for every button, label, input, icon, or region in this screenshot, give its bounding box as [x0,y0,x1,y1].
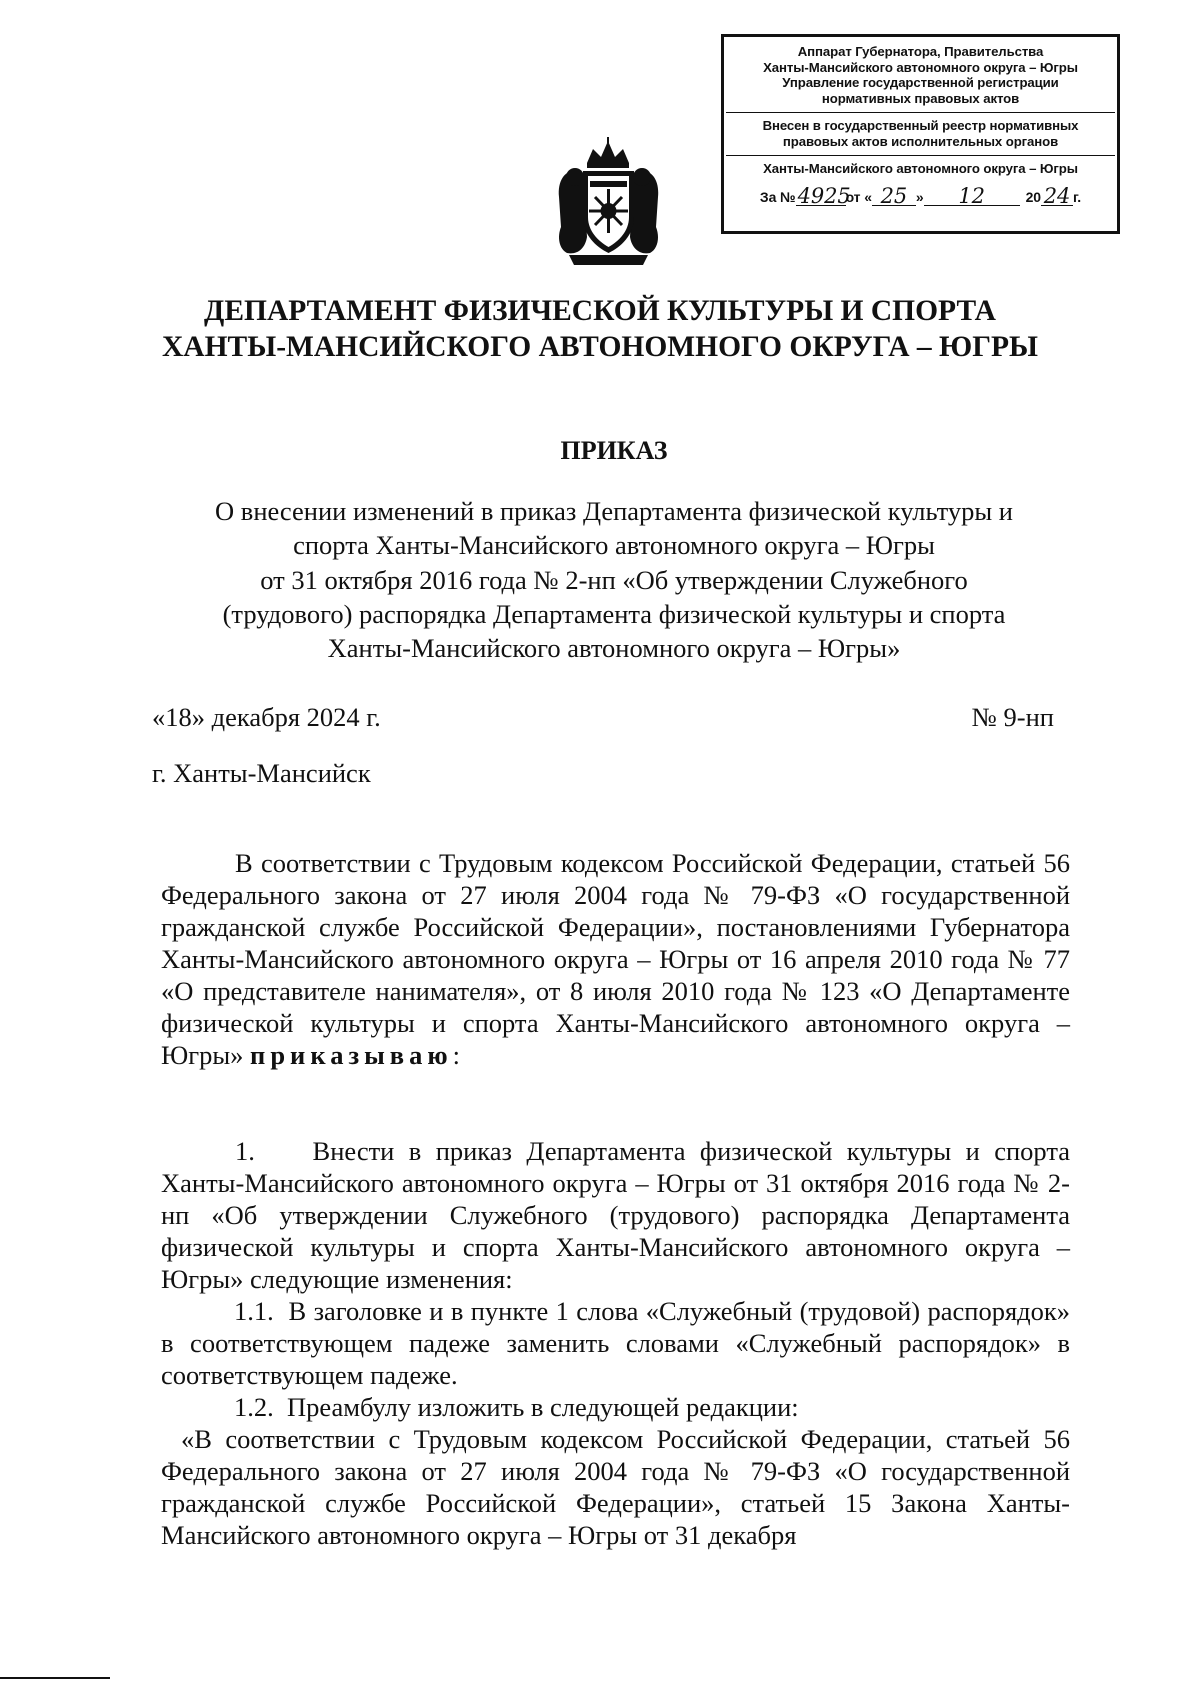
department-title-line: ХАНТЫ-МАНСИЙСКОГО АВТОНОМНОГО ОКРУГА – ЮГРЫ [162,331,1038,363]
item-1: 1. Внести в приказ Департамента физической культуры и спорта Ханты-Мансийского автономного округа – Югры от 31 октября 2016 года № 2-нп «Об утверждении Служебного (трудового) распорядка Департамента физической культуры и спорта Ханты-Мансийского автономного округа – Югры» следующие изменения: [161,1136,1077,1294]
order-items [161,1135,1077,1551]
stamp-line: правовых актов исполнительных органов [782,133,1059,149]
subject-line: спорта Ханты-Мансийского автономного округа – Югры [293,530,935,561]
document-date: «18» декабря 2024 г. [152,702,381,732]
document-city: г. Ханты-Мансийск [152,758,371,788]
stamp-line: Внесен в государственный реестр нормативных [762,118,1079,133]
order-word: приказываю [250,1040,453,1070]
subject-line: (трудового) распорядка Департамента физической культуры и спорта [222,598,1006,629]
new-preamble: «В соответствии с Трудовым кодексом Российской Федерации, статьей 56 Федерального закона от 27 июля 2004 года № 79-ФЗ «О государственной гражданской службе Российской Федерации», статьей 15 Закона Ханты-Мансийского автономного округа – Югры от 31 декабря [161,1424,1070,1550]
stamp-line: Управление государственной регистрации [782,75,1059,90]
stamp-from-label: от « [845,189,872,205]
stamp-registration-row [726,183,1115,208]
stamp-divider [726,155,1115,156]
department-title-line: ДЕПАРТАМЕНТ ФИЗИЧЕСКОЙ КУЛЬТУРЫ И СПОРТА [204,295,996,327]
footer-rule [0,1677,110,1679]
preamble-text: В соответствии с Трудовым кодексом Российской Федерации, статьей 56 Федерального закона от 27 июля 2004 года № 79-ФЗ «О государственной гражданской службе Российской Федерации», постановлениями Губернатора Ханты-Мансийского автономного округа – Югры от 16 апреля 2010 года № 77 «О представителе нанимателя», от 8 июля 2010 года № 123 «О Департаменте физической культуры и спорта Ханты-Мансийского автономного округа – Югры» [161,848,1070,1070]
stamp-line: нормативных правовых актов [821,90,1020,106]
document-type: ПРИКАЗ [560,436,668,465]
stamp-month: 12 [924,187,1020,206]
item-1-1: 1.1. В заголовке и в пункте 1 слова «Служебный (трудовой) распорядок» в соответствующем падеже заменить словами «Служебный распорядок» в соответствующем падеже. [161,1296,1077,1390]
stamp-divider [726,112,1115,113]
coat-of-arms-icon [555,137,662,267]
stamp-day: 25 [872,187,916,206]
stamp-year-suffix: г. [1072,189,1082,205]
stamp-day-close: » [915,189,924,205]
subject-line: Ханты-Мансийского автономного округа – Югры» [327,633,901,664]
stamp-year: 24 [1041,187,1073,206]
stamp-line: Аппарат Губернатора, Правительства [797,44,1044,59]
department-title [0,293,1200,365]
registration-stamp [721,34,1120,234]
stamp-year-prefix: 20 [1025,189,1041,205]
stamp-reg-prefix: За № [759,189,796,205]
subject-line: от 31 октября 2016 года № 2-нп «Об утверждении Служебного [260,564,968,595]
item-1-2: 1.2. Преамбулу изложить в следующей редакции: [234,1392,799,1422]
document-number: № 9-нп [971,702,1054,732]
stamp-line: Ханты-Мансийского автономного округа – Югры [763,161,1078,176]
stamp-reg-number: 4925 [797,183,851,208]
document-subject [0,494,1200,665]
preamble-paragraph [161,847,1070,1071]
order-colon: : [452,1040,460,1070]
stamp-line: Ханты-Мансийского автономного округа – Югры [763,59,1078,75]
subject-line: О внесении изменений в приказ Департамента физической культуры и [215,496,1013,526]
